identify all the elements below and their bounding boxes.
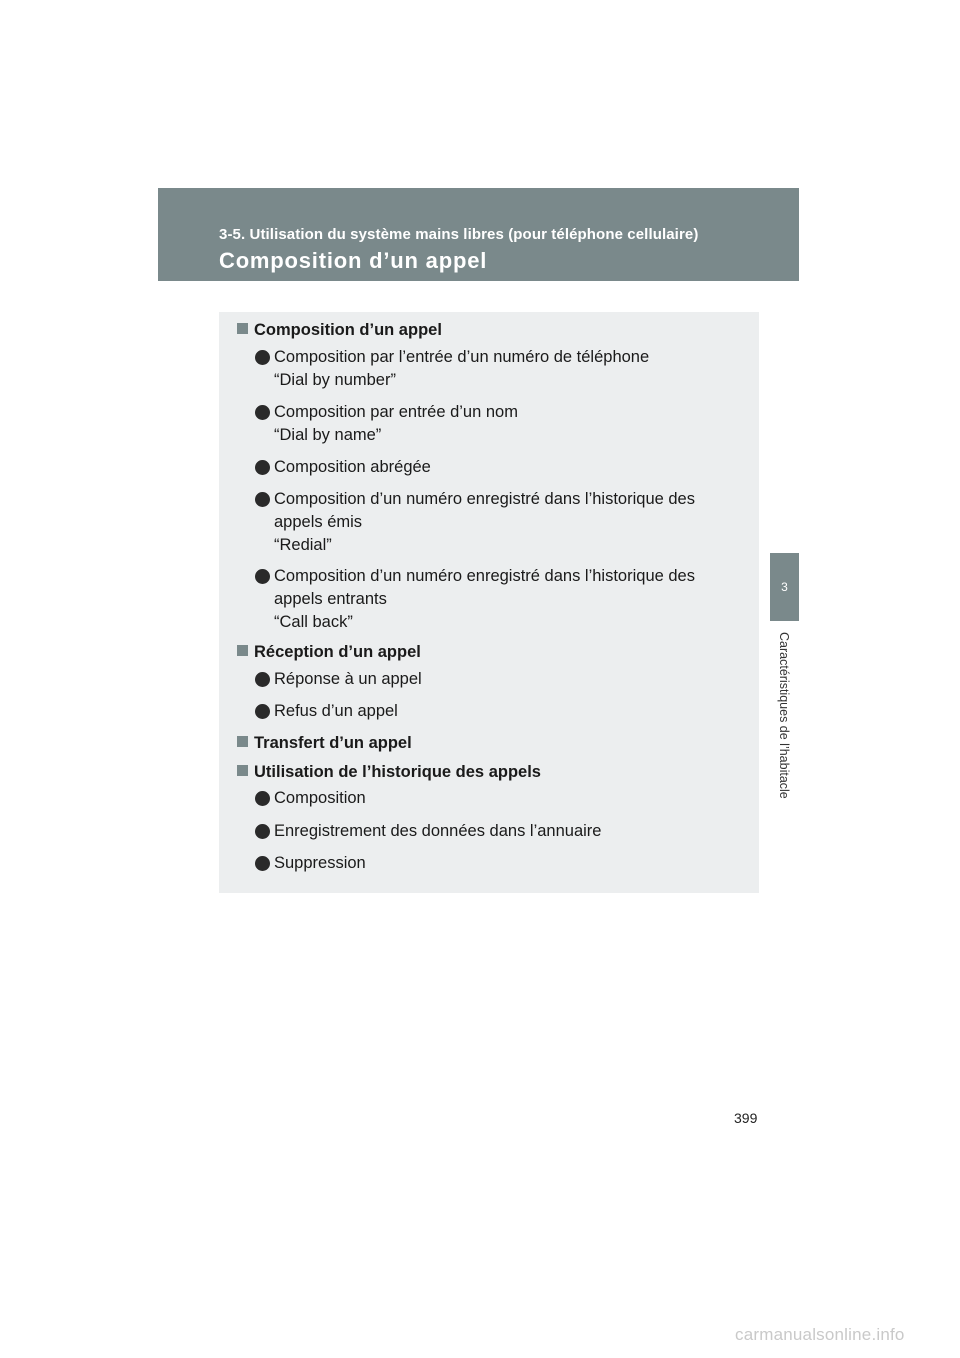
circle-bullet-icon: [255, 791, 270, 806]
list-item: Composition par entrée d’un nom “Dial by name”: [255, 401, 735, 447]
circle-bullet-icon: [255, 824, 270, 839]
chapter-header: [158, 188, 799, 281]
square-bullet-icon: [237, 323, 248, 334]
circle-bullet-icon: [255, 569, 270, 584]
section-heading: Réception d’un appel: [237, 643, 421, 662]
list-item: Composition abrégée: [255, 456, 735, 479]
list-item: Composition par l’entrée d’un numéro de téléphone “Dial by number”: [255, 346, 735, 392]
list-item: Composition d’un numéro enregistré dans l’historique des appels entrants “Call back”: [255, 565, 735, 634]
circle-bullet-icon: [255, 460, 270, 475]
circle-bullet-icon: [255, 672, 270, 687]
square-bullet-icon: [237, 765, 248, 776]
circle-bullet-icon: [255, 856, 270, 871]
chapter-label: Caractéristiques de l’habitacle: [777, 632, 791, 799]
section-heading: Transfert d’un appel: [237, 734, 412, 753]
circle-bullet-icon: [255, 492, 270, 507]
content-panel: [219, 312, 759, 893]
list-item: Réponse à un appel: [255, 668, 735, 691]
section-title: 3-5. Utilisation du système mains libres (pour téléphone cellulaire): [219, 226, 699, 243]
circle-bullet-icon: [255, 350, 270, 365]
list-item: Enregistrement des données dans l’annuaire: [255, 820, 735, 843]
list-item: Refus d’un appel: [255, 700, 735, 723]
page-number: 399: [734, 1110, 758, 1126]
square-bullet-icon: [237, 736, 248, 747]
page-title: Composition d’un appel: [219, 248, 488, 273]
section-heading: Utilisation de l’historique des appels: [237, 763, 541, 782]
list-item: Composition: [255, 787, 735, 810]
list-item: Composition d’un numéro enregistré dans l’historique des appels émis “Redial”: [255, 488, 735, 557]
watermark: carmanualsonline.info: [735, 1325, 905, 1344]
square-bullet-icon: [237, 645, 248, 656]
chapter-tab: [770, 553, 799, 621]
circle-bullet-icon: [255, 405, 270, 420]
chapter-number: 3: [781, 580, 788, 594]
list-item: Suppression: [255, 852, 735, 875]
section-heading: Composition d’un appel: [237, 321, 442, 340]
circle-bullet-icon: [255, 704, 270, 719]
